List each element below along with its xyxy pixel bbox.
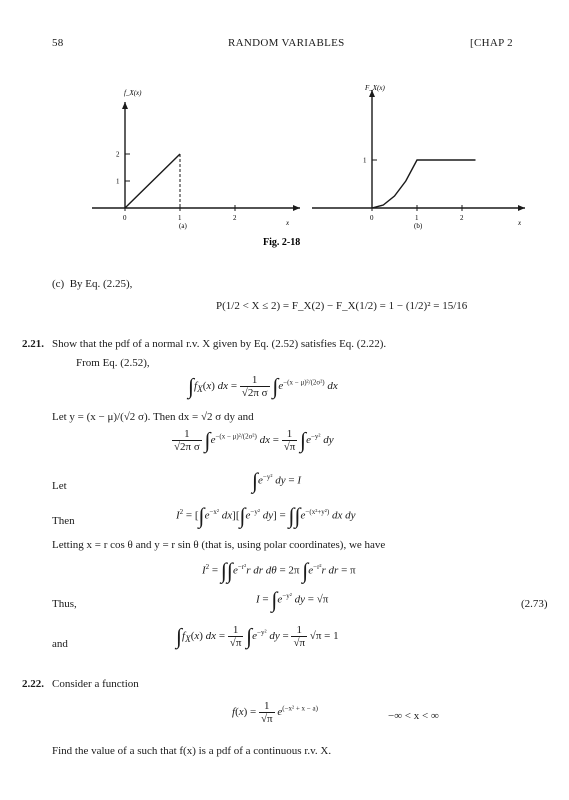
part-c-line (52, 277, 132, 291)
problem-2-21-statement: Show that the pdf of a normal r.v. X given by Eq. (2.52) satisfies Eq. (2.22). (52, 338, 387, 350)
y-axis-arrow-a (122, 102, 128, 109)
figure-caption: Fig. 2-18 (263, 237, 301, 248)
equation-define-i: $\int e^{-y^2}$ dy = I (252, 468, 301, 493)
xlabel-b: x (518, 219, 522, 227)
equation-number: (2.73) (521, 598, 548, 610)
a-ytick-label-0: 1 (116, 177, 120, 186)
equation-polar: $I^2 = \int\int e^{-r^2}r$ dr dθ = 2π $\int e^{-r^2}r$ dr = π (202, 558, 356, 583)
b-ytick-label-0: 1 (363, 156, 367, 165)
b-xtick-label-2: 2 (460, 214, 464, 222)
sublabel-a: (a) (179, 222, 187, 230)
a-xtick-label-0: 0 (123, 214, 127, 222)
problem-2-22-statement: Consider a function (52, 678, 139, 690)
x-axis-arrow-a (293, 205, 300, 211)
then-text: Then (52, 515, 75, 527)
let-text: Let (52, 480, 67, 492)
ylabel-a: f_X(x) (124, 89, 142, 97)
a-xtick-label-2: 2 (233, 214, 237, 222)
part-c-label: (c) (52, 278, 65, 290)
panel-b (312, 84, 525, 230)
cdf-curve (372, 160, 476, 208)
a-ytick-label-1: 2 (116, 150, 120, 159)
page-number: 58 (52, 37, 64, 49)
running-title: RANDOM VARIABLES (228, 37, 345, 49)
part-c-text: By Eq. (2.25), (69, 278, 133, 290)
equation-function: f(x) = $\frac{1}{√\pi}$ $e^{(-x^2 + x - a)}$ (232, 700, 318, 725)
find-text: Find the value of a such that f(x) is a pdf of a continuous r.v. X. (52, 745, 332, 757)
figure-2-18 (0, 0, 569, 260)
panel-a (92, 89, 300, 230)
part-c-equation: P(1/2 < X ≤ 2) = F_X(2) − F_X(1/2) = 1 − (1/2)² = 15/16 (216, 300, 468, 312)
ylabel-b: F_X(x) (365, 84, 385, 92)
let-y-text: Let y = (x − μ)/(√2 σ). Then dx = √2 σ dy and (52, 411, 254, 423)
b-xtick-label-0: 0 (370, 214, 374, 222)
equation-i-squared: $I^2 = [\int e^{-x^2}$ $dx][\int e^{-y^2}$ $dy] = \int\int e^{-(x^2+y^2)}$ dx dy (176, 503, 356, 528)
pdf-ramp-line (125, 154, 180, 208)
a-xtick-label-1: 1 (178, 214, 182, 222)
from-eq-text: From Eq. (2.52), (76, 357, 150, 369)
chapter-label: [CHAP 2 (470, 37, 513, 49)
thus-text: Thus, (52, 598, 77, 610)
equation-normalization: $\int f_X(x)$ dx = $\frac{1}{√\pi}$ $\int e^{-y^2}$ dy = $\frac{1}{√\pi}$ √π = 1 (176, 623, 339, 649)
equation-substitution: $\frac{1}{\text{√2π σ}}$ $\int e^{-(x - \mu)^2/(2\sigma^2)}$ dx = $\frac{1}{√\pi}$ $\int e^{-y^2}$ dy (174, 427, 334, 453)
equation-integral-normal: $\int f_X(x)$ dx = $\frac{1}{\text{√2π σ}}$ $\int e^{-(x - \mu)^2/(2\sigma^2)}$ dx (188, 373, 338, 399)
letting-text: Letting x = r cos θ and y = r sin θ (that is, using polar coordinates), we have (52, 539, 386, 551)
equation-i-value: $I = \int e^{-y^2}$ dy = √π (256, 587, 329, 612)
sublabel-b: (b) (414, 222, 423, 230)
problem-2-22-number: 2.22. (22, 678, 44, 690)
problem-2-21-number: 2.21. (22, 338, 44, 350)
xlabel-a: x (286, 219, 290, 227)
x-axis-arrow-b (518, 205, 525, 211)
b-xtick-label-1: 1 (415, 214, 419, 222)
equation-range: −∞ < x < ∞ (388, 710, 439, 722)
and-text: and (52, 638, 68, 650)
